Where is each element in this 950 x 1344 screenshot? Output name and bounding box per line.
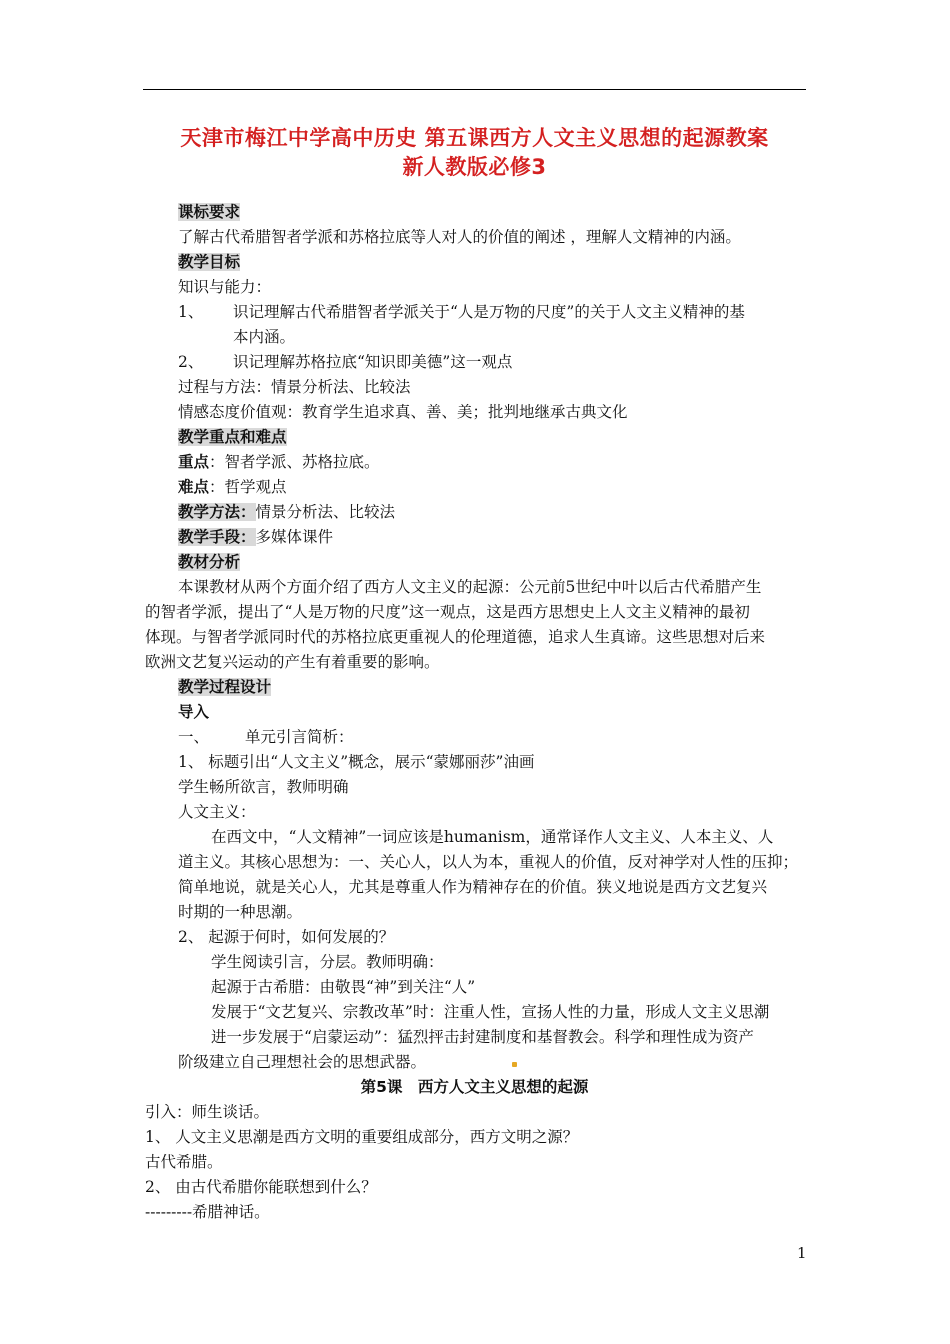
list-item-text: 识记理解古代希腊智者学派关于“人是万物的尺度”的关于人文主义精神的基	[233, 303, 745, 321]
list-number: 1、	[178, 303, 204, 321]
teaching-method-line: 教学方法：情景分析法、比较法	[178, 503, 396, 521]
paragraph: 简单地说，就是关心人，尤其是尊重人作为精神存在的价值。狭义地说是西方文艺复兴	[178, 878, 768, 896]
heading-daoru: 导入	[178, 703, 210, 721]
heading-jiaocai: 教材分析	[178, 553, 241, 571]
text-line: 学生畅所欲言，教师明确	[178, 778, 349, 796]
page-number: 1	[797, 1244, 807, 1262]
text-line: 阶级建立自己理想社会的思想武器。	[178, 1053, 427, 1071]
text-line: 1、 人文主义思潮是西方文明的重要组成部分，西方文明之源？	[145, 1128, 579, 1146]
document-title-line-2: 新人教版必修3	[402, 155, 547, 179]
list-item-text: 单元引言简析：	[245, 728, 354, 746]
text-line: 知识与能力：	[178, 278, 272, 296]
text-line: 进一步发展于“启蒙运动”：猛烈抨击封建制度和基督教会。科学和理性成为资产	[211, 1028, 754, 1046]
paragraph: 道主义。其核心思想为：一、关心人，以人为本，重视人的价值，反对神学对人性的压抑；	[178, 853, 799, 871]
heading-zhongdian: 教学重点和难点	[178, 428, 287, 446]
text-line: 起源于古希腊：由敬畏“神”到关注“人”	[211, 978, 476, 996]
text-line: 人文主义：	[178, 803, 256, 821]
text-line: 情感态度价值观：教育学生追求真、善、美；批判地继承古典文化	[178, 403, 628, 421]
lesson-heading: 第5课 西方人文主义思想的起源	[360, 1078, 589, 1096]
header-rule	[143, 89, 806, 90]
text-line: 1、 标题引出“人文主义”概念，展示“蒙娜丽莎”油画	[178, 753, 535, 771]
list-item-text: 识记理解苏格拉底“知识即美德”这一观点	[233, 353, 513, 371]
list-item-text: 本内涵。	[233, 328, 296, 346]
text-line: 过程与方法：情景分析法、比较法	[178, 378, 411, 396]
paragraph: 了解古代希腊智者学派和苏格拉底等人对人的价值的阐述 ，理解人文精神的内涵。	[178, 228, 741, 246]
paragraph: 本课教材从两个方面介绍了西方人文主义的起源：公元前5世纪中叶以后古代希腊产生	[178, 578, 762, 596]
list-number: 2、	[178, 353, 204, 371]
text-line: 引入：师生谈话。	[145, 1103, 270, 1121]
key-point-line: 重点：智者学派、苏格拉底。	[178, 453, 380, 471]
text-line: 2、 由古代希腊你能联想到什么？	[145, 1178, 377, 1196]
text-line: 古代希腊。	[145, 1153, 223, 1171]
heading-kebiao: 课标要求	[178, 203, 241, 221]
list-number: 一、	[178, 728, 210, 746]
paragraph: 的智者学派，提出了“人是万物的尺度”这一观点，这是西方思想史上人文主义精神的最初	[145, 603, 750, 621]
text-line: 发展于“文艺复兴、宗教改革”时：注重人性，宣扬人性的力量，形成人文主义思潮	[211, 1003, 770, 1021]
text-line: 学生阅读引言，分层。教师明确：	[211, 953, 444, 971]
paragraph: 体现。与智者学派同时代的苏格拉底更重视人的伦理道德，追求人生真谛。这些思想对后来	[145, 628, 766, 646]
text-line: 2、 起源于何时，如何发展的？	[178, 928, 395, 946]
teaching-means-line: 教学手段：多媒体课件	[178, 528, 334, 546]
heading-mubiao: 教学目标	[178, 253, 241, 271]
difficult-point-line: 难点：哲学观点	[178, 478, 287, 496]
paragraph: 欧洲文艺复兴运动的产生有着重要的影响。	[145, 653, 440, 671]
document-title-line-1: 天津市梅江中学高中历史 第五课西方人文主义思想的起源教案	[180, 126, 769, 150]
text-marker	[512, 1062, 517, 1067]
paragraph: 时期的一种思潮。	[178, 903, 303, 921]
paragraph: 在西文中，“人文精神”一词应该是humanism，通常译作人文主义、人本主义、人	[211, 828, 774, 846]
heading-guocheng: 教学过程设计	[178, 678, 272, 696]
text-line: ---------希腊神话。	[145, 1203, 270, 1221]
